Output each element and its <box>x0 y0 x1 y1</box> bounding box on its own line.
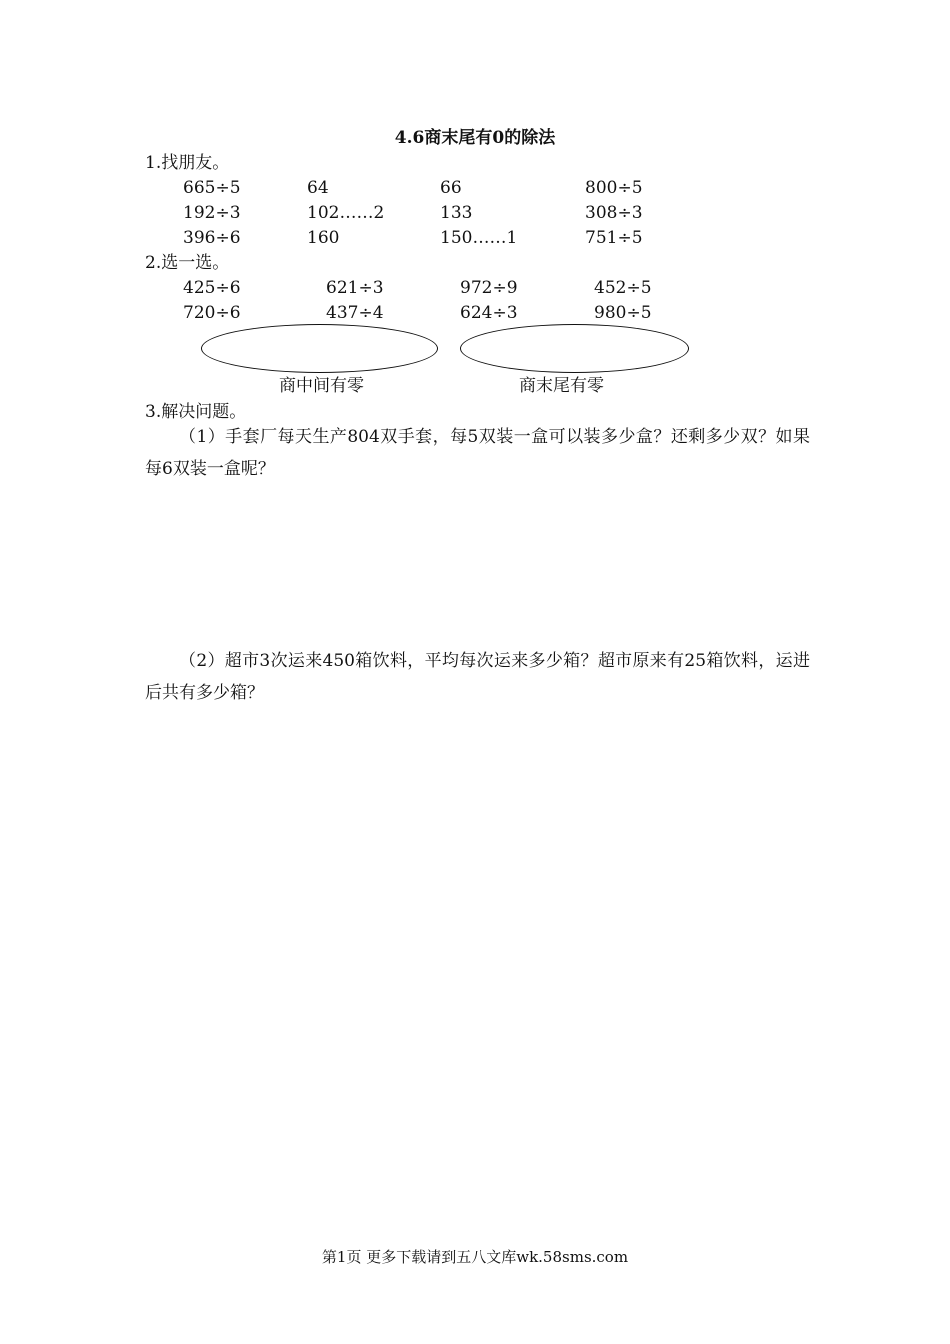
s1-r1-c4: 800÷5 <box>585 178 643 198</box>
s1-r1-c3: 66 <box>440 178 462 198</box>
s2-r1-c4: 452÷5 <box>594 278 652 298</box>
page-footer: 第1页 更多下载请到五八文库wk.58sms.com <box>321 1248 629 1266</box>
oval-label-middle-zero: 商中间有零 <box>279 376 364 396</box>
section2-heading: 2.选一选。 <box>145 253 230 273</box>
s1-r1-c1: 665÷5 <box>183 178 241 198</box>
s1-r3-c4: 751÷5 <box>585 228 643 248</box>
s1-r2-c1: 192÷3 <box>183 203 241 223</box>
s1-r3-c3: 150……1 <box>440 228 518 248</box>
page-title: 4.6商末尾有0的除法 <box>394 128 556 148</box>
section3-heading: 3.解决问题。 <box>145 402 247 422</box>
section1-heading: 1.找朋友。 <box>145 153 230 173</box>
s1-r1-c2: 64 <box>307 178 329 198</box>
s1-r3-c2: 160 <box>307 228 340 248</box>
s1-r2-c2: 102……2 <box>307 203 385 223</box>
s1-r2-c4: 308÷3 <box>585 203 643 223</box>
problem-2: （2）超市3次运来450箱饮料，平均每次运来多少箱？超市原来有25箱饮料，运进后共有多少箱？ <box>145 651 810 703</box>
s2-r1-c3: 972÷9 <box>460 278 518 298</box>
s2-r2-c1: 720÷6 <box>183 303 241 323</box>
oval-quotient-middle-zero[interactable] <box>201 324 438 373</box>
oval-quotient-end-zero[interactable] <box>460 324 689 373</box>
s2-r2-c4: 980÷5 <box>594 303 652 323</box>
s2-r2-c2: 437÷4 <box>326 303 384 323</box>
s1-r2-c3: 133 <box>440 203 473 223</box>
s2-r2-c3: 624÷3 <box>460 303 518 323</box>
oval-label-end-zero: 商末尾有零 <box>519 376 604 396</box>
problem-1: （1）手套厂每天生产804双手套，每5双装一盒可以装多少盒？还剩多少双？如果每6双装一盒呢？ <box>145 427 810 479</box>
s2-r1-c2: 621÷3 <box>326 278 384 298</box>
s2-r1-c1: 425÷6 <box>183 278 241 298</box>
s1-r3-c1: 396÷6 <box>183 228 241 248</box>
